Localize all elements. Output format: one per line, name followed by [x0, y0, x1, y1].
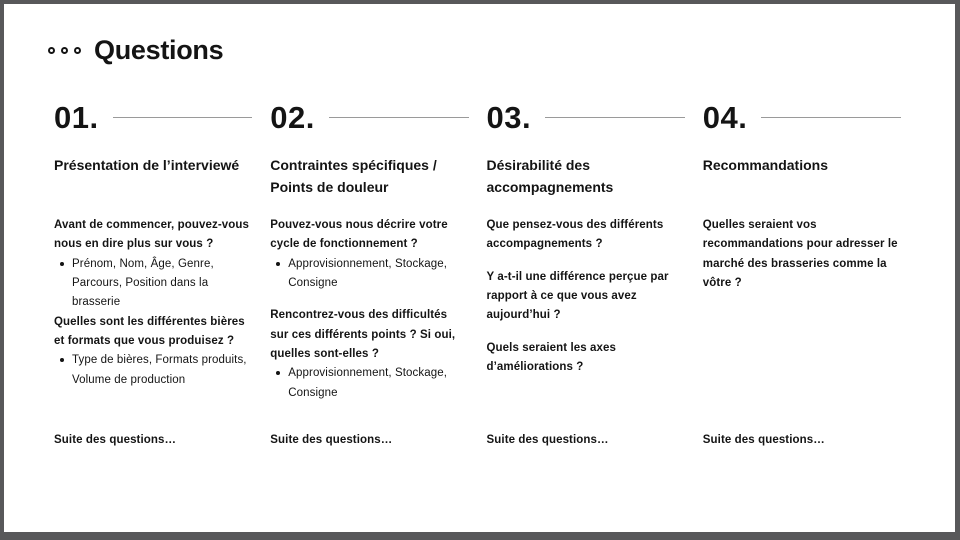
list-item-text: Type de bières, Formats produits, Volume de production: [72, 354, 247, 386]
column-3: [487, 102, 685, 446]
question-text: Quels seraient les axes d’améliorations ?: [486, 341, 617, 373]
column-number: 01.: [54, 100, 99, 135]
column-1: [54, 102, 252, 446]
question-text: Quelles seraient vos recommandations pour adresser le marché des brasseries comme la vôtre ?: [702, 219, 898, 289]
question-text: Rencontrez-vous des difficultés sur ces différents points ? Si oui, quelles sont-elles ?: [270, 309, 456, 360]
divider-line: [545, 117, 685, 118]
bullet-icon: [60, 262, 64, 266]
question-text: Avant de commencer, pouvez-vous nous en dire plus sur vous ?: [54, 219, 250, 251]
column-heading: Contraintes spécifiques / Points de douleur: [270, 157, 437, 195]
list-item-text: Prénom, Nom, Âge, Genre, Parcours, Position dans la brasserie: [72, 257, 214, 309]
question-text: Quelles sont les différentes bières et formats que vous produisez ?: [54, 315, 245, 347]
column-heading: Désirabilité des accompagnements: [486, 157, 614, 195]
question-text: Y a-t-il une différence perçue par rapport à ce que vous avez aujourd’hui ?: [486, 270, 669, 322]
column-number-row: [270, 102, 468, 133]
more-questions-label: Suite des questions…: [702, 434, 825, 446]
circle-icon: [74, 47, 81, 54]
column-heading: Présentation de l’interviewé: [54, 157, 240, 173]
list-item: [270, 255, 468, 294]
more-questions-label: Suite des questions…: [54, 434, 177, 446]
list-item: [270, 364, 468, 403]
column-4: [703, 102, 901, 446]
column-blocks: [703, 216, 901, 293]
column-number-row: [487, 102, 685, 133]
bullet-icon: [276, 262, 280, 266]
question-text: Que pensez-vous des différents accompagnements ?: [486, 219, 664, 251]
slide-header: [48, 37, 955, 64]
three-circles-icon: [48, 47, 81, 54]
more-questions-label: Suite des questions…: [486, 434, 609, 446]
divider-line: [761, 117, 901, 118]
question-text: Pouvez-vous nous décrire votre cycle de fonctionnement ?: [270, 219, 448, 251]
list-item-text: Approvisionnement, Stockage, Consigne: [288, 257, 448, 289]
column-number: 04.: [702, 100, 748, 135]
column-blocks: [270, 216, 468, 403]
bullet-icon: [276, 371, 280, 375]
column-2: [270, 102, 468, 446]
column-blocks: [54, 216, 252, 390]
bullet-icon: [60, 358, 64, 362]
circle-icon: [48, 47, 55, 54]
column-number-row: [54, 102, 252, 133]
columns-grid: [54, 102, 901, 446]
column-blocks: [487, 216, 685, 377]
spacer: [270, 293, 468, 306]
spacer: [487, 255, 685, 268]
circle-icon: [61, 47, 68, 54]
column-number-row: [703, 102, 901, 133]
divider-line: [329, 117, 469, 118]
spacer: [487, 326, 685, 339]
more-questions-label: Suite des questions…: [270, 434, 393, 446]
divider-line: [113, 117, 253, 118]
list-item: [54, 351, 252, 390]
page-title: Questions: [94, 35, 224, 65]
column-number: 03.: [486, 100, 532, 135]
list-item-text: Approvisionnement, Stockage, Consigne: [288, 367, 448, 399]
column-number: 02.: [270, 100, 315, 135]
column-heading: Recommandations: [702, 157, 828, 173]
list-item: [54, 255, 252, 313]
